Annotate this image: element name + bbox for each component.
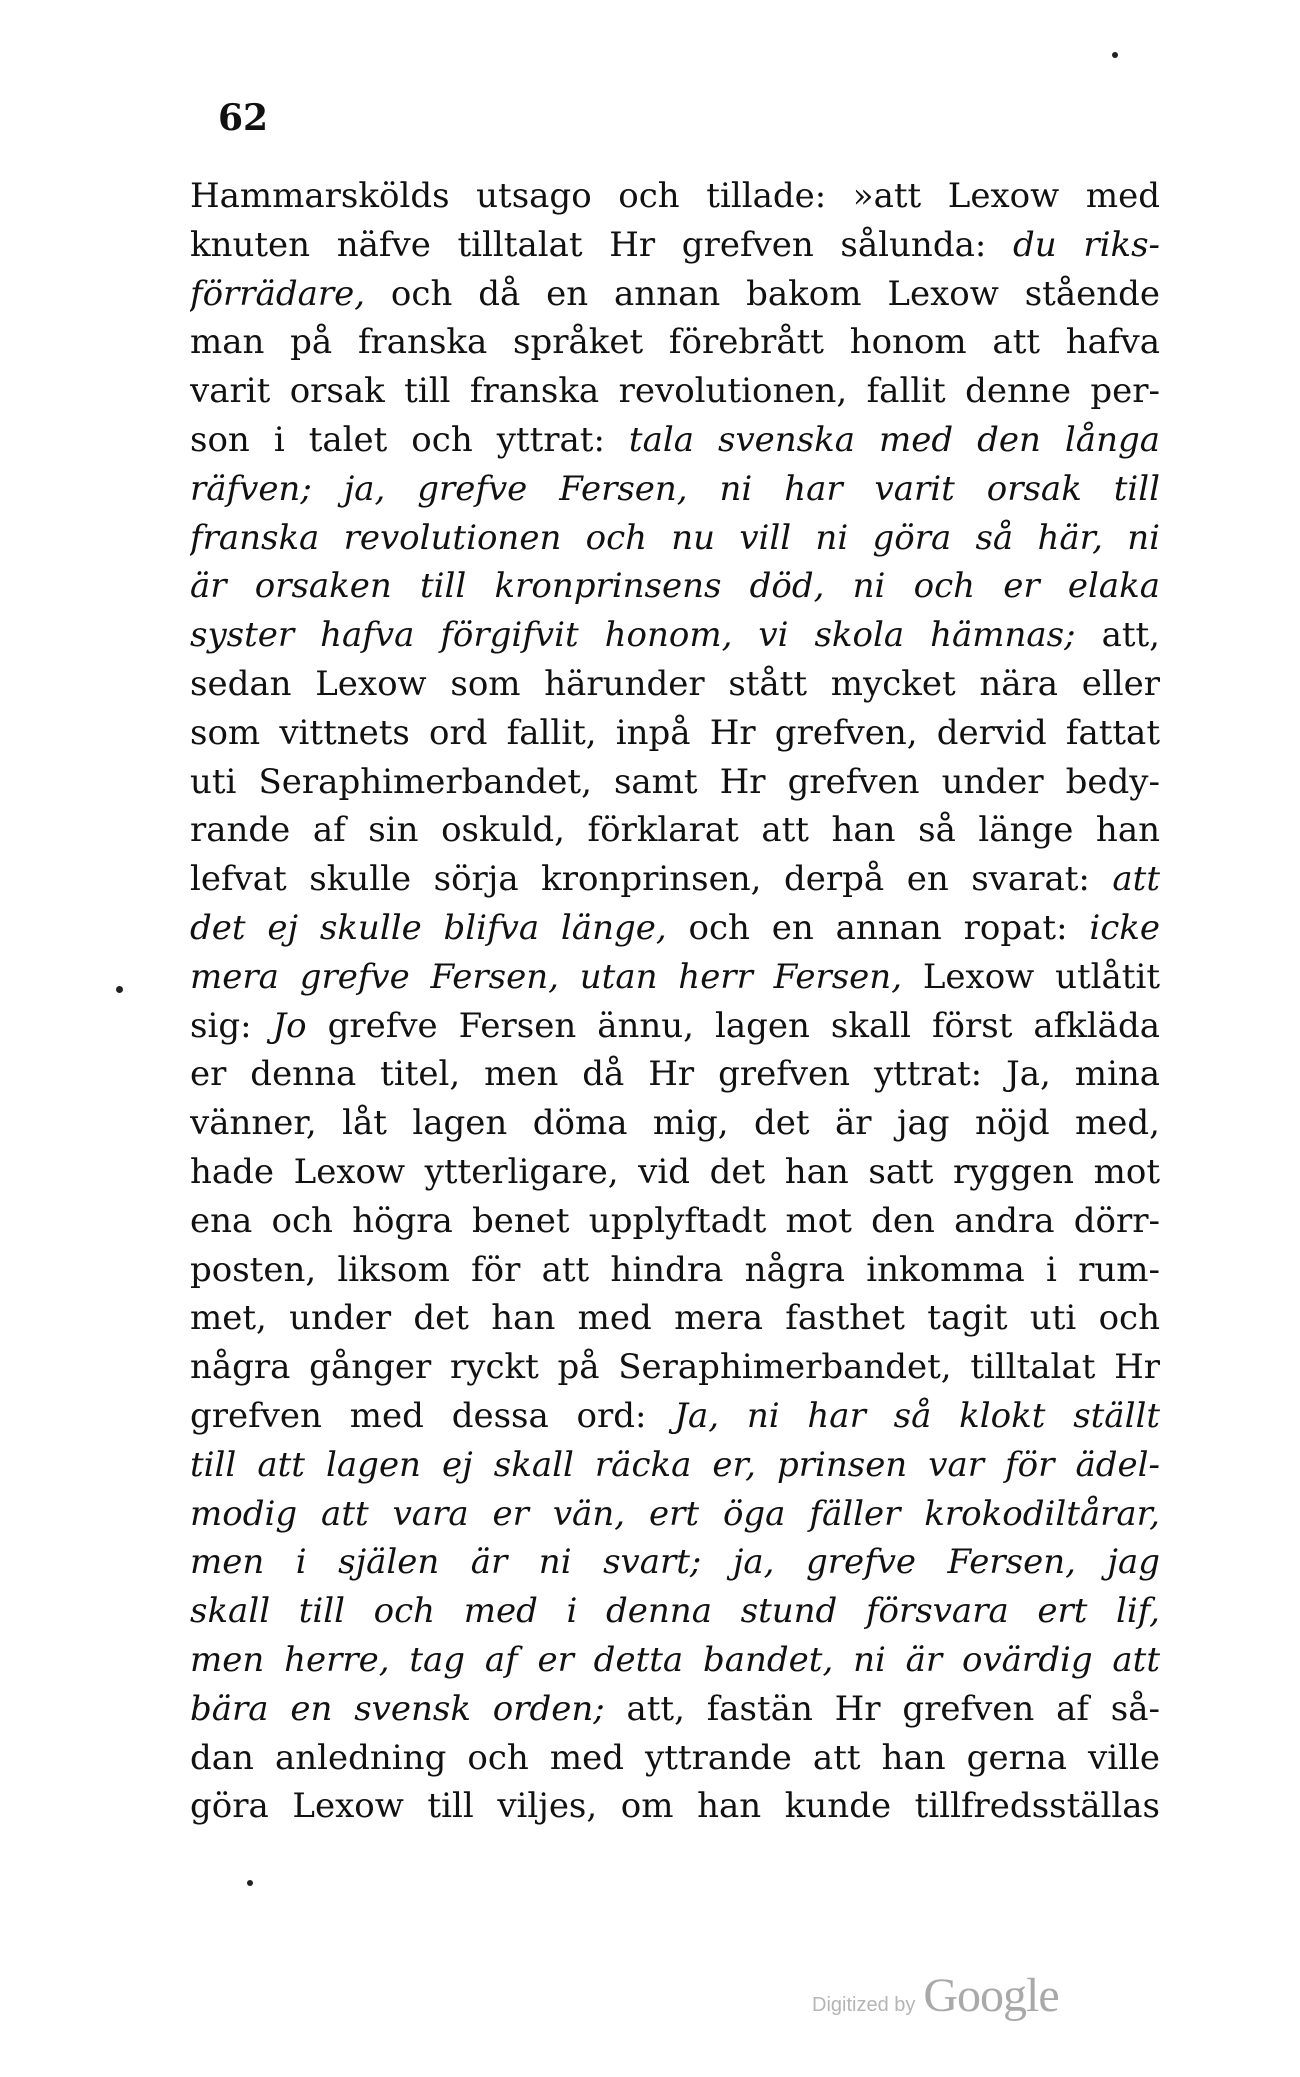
text-run: grefven med dessa ord: (190, 1395, 675, 1436)
text-run: vänner, låt lagen döma mig, det är jag nöjd med, (190, 1103, 1160, 1144)
text-line (190, 1148, 1160, 1197)
text-line (190, 1782, 1160, 1831)
text-line (190, 1050, 1160, 1099)
italic-text: men herre, tag af er detta bandet, ni är ovärdig att (190, 1639, 1160, 1680)
text-run: met, under det han med mera fasthet tagit uti och (190, 1298, 1160, 1339)
text-line (190, 1636, 1160, 1685)
italic-text: syster hafva förgifvit honom, vi skola hämnas; (190, 615, 1076, 656)
text-line (190, 318, 1160, 367)
text-run: som vittnets ord fallit, inpå Hr grefven, dervid fattat (190, 712, 1160, 753)
italic-text: att (1112, 859, 1160, 900)
italic-text: mera grefve Fersen, utan herr Fersen, (190, 956, 903, 997)
text-run: ena och högra benet upplyftadt mot den andra dörr- (190, 1200, 1160, 1241)
italic-text: till att lagen ej skall räcka er, prinsen var för ädel- (190, 1444, 1160, 1485)
italic-text: icke (1089, 907, 1160, 948)
italic-text: Ja, ni har så klokt ställt (674, 1395, 1160, 1436)
text-run: rande af sin oskuld, förklarat att han så länge han (190, 810, 1160, 851)
text-run: att, (1075, 615, 1160, 656)
text-run: er denna titel, men då Hr grefven yttrat: Ja, mina (190, 1054, 1160, 1095)
text-run: sig: (190, 1005, 273, 1046)
watermark-digitized-label: Digitized by (812, 1994, 916, 2016)
italic-text: är orsaken till kronprinsens död, ni och er elaka (190, 566, 1160, 607)
text-run: knuten näfve tilltalat Hr grefven sålunda: (190, 224, 1013, 265)
text-run: att, fastän Hr grefven af så- (604, 1688, 1160, 1729)
text-line (190, 1294, 1160, 1343)
italic-text: bära en svensk orden; (190, 1688, 605, 1729)
text-run: sedan Lexow som härunder stått mycket nära eller (190, 663, 1160, 704)
text-line (190, 1343, 1160, 1392)
text-line (190, 1197, 1160, 1246)
text-line (190, 1099, 1160, 1148)
text-run: posten, liksom för att hindra några inkomma i rum- (190, 1249, 1160, 1290)
text-run: göra Lexow till viljes, om han kunde tillfredsställas (190, 1786, 1160, 1827)
text-run: uti Seraphimerbandet, samt Hr grefven under bedy- (190, 761, 1160, 802)
text-run: och då en annan bakom Lexow stående (365, 273, 1160, 314)
text-line (190, 1392, 1160, 1441)
italic-text: franska revolutionen och nu vill ni göra så här, ni (190, 517, 1160, 558)
text-line (190, 1490, 1160, 1539)
text-run: lefvat skulle sörja kronprinsen, derpå en svarat: (190, 859, 1113, 900)
text-line (190, 465, 1160, 514)
text-run: några gånger ryckt på Seraphimerbandet, tilltalat Hr (190, 1347, 1160, 1388)
scan-speck (247, 1880, 253, 1886)
text-line (190, 709, 1160, 758)
watermark-brand: Google (923, 1969, 1059, 2022)
text-line (190, 1002, 1160, 1051)
italic-text: räfven; ja, grefve Fersen, ni har varit orsak till (190, 468, 1160, 509)
italic-text: Jo (272, 1005, 307, 1046)
text-line (190, 221, 1160, 270)
text-line (190, 660, 1160, 709)
text-line (190, 172, 1160, 221)
scan-speck (116, 986, 123, 993)
text-run: Lexow utlåtit (902, 956, 1160, 997)
scan-speck (1112, 52, 1118, 58)
text-run: varit orsak till franska revolutionen, fallit denne per- (190, 371, 1160, 412)
italic-text: skall till och med i denna stund försvara ert lif, (190, 1591, 1160, 1632)
italic-text: det ej skulle blifva länge, (190, 907, 667, 948)
text-line (190, 514, 1160, 563)
text-line (190, 904, 1160, 953)
italic-text: modig att vara er vän, ert öga fäller krokodiltårar, (190, 1493, 1160, 1534)
italic-text: förrädare, (190, 273, 366, 314)
text-run: dan anledning och med yttrande att han gerna ville (190, 1737, 1160, 1778)
text-line (190, 1246, 1160, 1295)
text-run: hade Lexow ytterligare, vid det han satt ryggen mot (190, 1151, 1160, 1192)
text-line (190, 270, 1160, 319)
text-line (190, 758, 1160, 807)
text-line (190, 855, 1160, 904)
text-line (190, 562, 1160, 611)
text-run: Hammarskölds utsago och tillade: »att Lexow med (190, 176, 1160, 216)
text-run: grefve Fersen ännu, lagen skall först afkläda (306, 1005, 1160, 1046)
italic-text: du riks- (1013, 224, 1160, 265)
text-run: son i talet och yttrat: (190, 419, 629, 460)
text-line (190, 611, 1160, 660)
text-line (190, 1587, 1160, 1636)
text-line (190, 1538, 1160, 1587)
text-line (190, 953, 1160, 1002)
italic-text: men i själen är ni svart; ja, grefve Fersen, jag (190, 1542, 1160, 1583)
text-run: man på franska språket förebrått honom att hafva (190, 322, 1160, 363)
text-line (190, 367, 1160, 416)
text-line (190, 1685, 1160, 1734)
digitized-watermark (812, 1968, 1059, 2023)
text-line (190, 1734, 1160, 1783)
text-line (190, 806, 1160, 855)
italic-text: tala svenska med den långa (628, 419, 1160, 460)
body-text (190, 172, 1160, 1831)
text-line (190, 416, 1160, 465)
text-line (190, 1441, 1160, 1490)
text-run: och en annan ropat: (666, 907, 1090, 948)
page-number: 62 (218, 97, 269, 139)
